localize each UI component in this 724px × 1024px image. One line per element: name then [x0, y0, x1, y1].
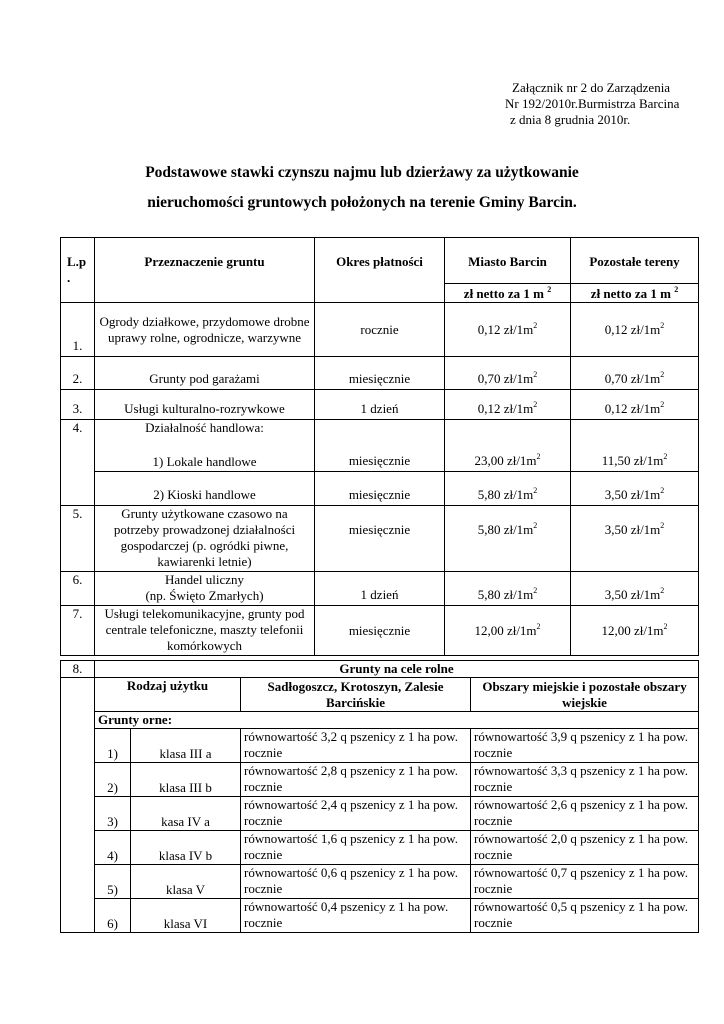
row-period: miesięcznie [315, 357, 445, 390]
header-row [61, 238, 699, 284]
title-line-2: nieruchomości gruntowych położonych na terenie Gminy Barcin. [147, 194, 577, 211]
row6-purpose-line1: Handel uliczny [164, 572, 245, 587]
table-row [61, 606, 699, 656]
row-purpose [95, 572, 315, 606]
agri-row-rate-b: równowartość 3,9 q pszenicy z 1 ha pow. rocznie [471, 729, 699, 763]
header-other: Pozostałe tereny [571, 238, 699, 284]
row-lp: 7. [61, 606, 95, 656]
header-city: Miasto Barcin [445, 238, 571, 284]
row-period: miesięcznie [315, 506, 445, 572]
agri-row-rate-a: równowartość 1,6 q pszenicy z 1 ha pow. rocznie [241, 831, 471, 865]
unit-other: zł netto za 1 m $^2$ [571, 284, 699, 303]
row-purpose: Ogrody działkowe, przydomowe drobne uprawy rolne, ogrodnicze, warzywne [95, 303, 315, 357]
table-row [61, 303, 699, 357]
agri-row-rate-a: równowartość 2,4 q pszenicy z 1 ha pow. rocznie [241, 797, 471, 831]
row-city-rate: 0,12 $zł/1m^2$ [445, 303, 571, 357]
agri-row-rate-b: równowartość 3,3 q pszenicy z 1 ha pow. rocznie [471, 763, 699, 797]
row4-heading: Działalność handlowa: [145, 420, 264, 435]
row-period: 1 dzień [315, 572, 445, 606]
table-row [61, 420, 699, 472]
agri-lp: 8. [61, 661, 95, 678]
row6-purpose-line2: (np. Święto Zmarłych) [145, 588, 264, 603]
row-purpose: Usługi telekomunikacyjne, grunty pod centrale telefoniczne, maszty telefonii komórkowych [95, 606, 315, 656]
row4-sub1-purpose: 1) Lokale handlowe [152, 454, 257, 469]
row-period: miesięcznie [315, 420, 445, 472]
table-row [61, 899, 699, 933]
attachment-header [498, 80, 698, 128]
row-period: rocznie [315, 303, 445, 357]
agri-row-rate-b: równowartość 0,5 q pszenicy z 1 ha pow. rocznie [471, 899, 699, 933]
row-purpose [95, 420, 315, 472]
row-lp: 5. [61, 506, 95, 572]
agri-row-no: 6) [95, 899, 131, 933]
title-line-1: Podstawowe stawki czynszu najmu lub dzierżawy za użytkowanie [145, 164, 579, 181]
row-city-rate: 0,12 $zł/1m^2$ [445, 390, 571, 420]
agri-row-rate-b: równowartość 0,7 q pszenicy z 1 ha pow. rocznie [471, 865, 699, 899]
agri-row-class: klasa III a [131, 729, 241, 763]
table-row [61, 763, 699, 797]
row-purpose: 2) Kioski handlowe [95, 472, 315, 506]
agri-col-b: Obszary miejskie i pozostałe obszary wiejskie [471, 678, 699, 712]
agri-header-row [61, 678, 699, 712]
agri-row-class: kasa IV a [131, 797, 241, 831]
agri-row-rate-a: równowartość 3,2 q pszenicy z 1 ha pow. rocznie [241, 729, 471, 763]
row-other-rate: 0,12 $zł/1m^2$ [571, 303, 699, 357]
table-row [61, 865, 699, 899]
table-row [61, 831, 699, 865]
header-lp: L.p . [61, 238, 95, 303]
attachment-line-3: z dnia 8 grudnia 2010r. [510, 112, 631, 127]
row-city-rate: 23,00 $zł/1m^2$ [445, 420, 571, 472]
agri-title-row [61, 661, 699, 678]
row-other-rate: 11,50 $zł/1m^2$ [571, 420, 699, 472]
agri-section: Grunty orne: [95, 712, 699, 729]
row-other-rate: 0,12 $zł/1m^2$ [571, 390, 699, 420]
rates-table [60, 237, 699, 656]
document-title [60, 158, 664, 218]
row-lp: 1. [61, 303, 95, 357]
row-purpose: Usługi kulturalno-rozrywkowe [95, 390, 315, 420]
agri-row-rate-a: równowartość 0,4 pszenicy z 1 ha pow. rocznie [241, 899, 471, 933]
agri-row-rate-b: równowartość 2,6 q pszenicy z 1 ha pow. rocznie [471, 797, 699, 831]
agricultural-table [60, 660, 699, 933]
table-row [61, 472, 699, 506]
agri-col-type: Rodzaj użytku [95, 678, 241, 712]
row-other-rate: 3,50 $zł/1m^2$ [571, 572, 699, 606]
row-purpose: Grunty użytkowane czasowo na potrzeby prowadzonej działalności gospodarczej (p. ogródki piwne, kawiarenki letnie) [95, 506, 315, 572]
unit-city: zł netto za 1 m $^2$ [445, 284, 571, 303]
row-other-rate: 0,70 $zł/1m^2$ [571, 357, 699, 390]
row-lp: 3. [61, 390, 95, 420]
row-city-rate: 5,80 $zł/1m^2$ [445, 572, 571, 606]
row-city-rate: 12,00 $zł/1m^2$ [445, 606, 571, 656]
agri-row-class: klasa III b [131, 763, 241, 797]
table-row [61, 390, 699, 420]
agri-lp-spacer [61, 678, 95, 933]
agri-row-class: klasa IV b [131, 831, 241, 865]
agri-row-rate-a: równowartość 2,8 q pszenicy z 1 ha pow. rocznie [241, 763, 471, 797]
row-city-rate: 0,70 $zł/1m^2$ [445, 357, 571, 390]
agri-row-no: 3) [95, 797, 131, 831]
table-row [61, 797, 699, 831]
row-purpose: Grunty pod garażami [95, 357, 315, 390]
agri-section-row [61, 712, 699, 729]
row-lp: 4. [61, 420, 95, 506]
agri-title: Grunty na cele rolne [95, 661, 699, 678]
row-period: miesięcznie [315, 472, 445, 506]
agri-row-no: 4) [95, 831, 131, 865]
header-period: Okres płatności [315, 238, 445, 303]
agri-row-no: 1) [95, 729, 131, 763]
table-row [61, 506, 699, 572]
table-row [61, 572, 699, 606]
agri-row-no: 5) [95, 865, 131, 899]
header-purpose: Przeznaczenie gruntu [95, 238, 315, 303]
row-city-rate: 5,80 $zł/1m^2$ [445, 506, 571, 572]
table-row [61, 357, 699, 390]
agri-col-a: Sadłogoszcz, Krotoszyn, Zalesie Barcińskie [241, 678, 471, 712]
table-row [61, 729, 699, 763]
agri-row-class: klasa V [131, 865, 241, 899]
agri-row-rate-a: równowartość 0,6 q pszenicy z 1 ha pow. rocznie [241, 865, 471, 899]
agri-row-class: klasa VI [131, 899, 241, 933]
row-other-rate: 3,50 $zł/1m^2$ [571, 506, 699, 572]
row-period: miesięcznie [315, 606, 445, 656]
row-other-rate: 12,00 $zł/1m^2$ [571, 606, 699, 656]
row-other-rate: 3,50 $zł/1m^2$ [571, 472, 699, 506]
row-lp: 2. [61, 357, 95, 390]
row-lp: 6. [61, 572, 95, 606]
row-city-rate: 5,80 $zł/1m^2$ [445, 472, 571, 506]
agri-row-no: 2) [95, 763, 131, 797]
attachment-line-1: Załącznik nr 2 do Zarządzenia [512, 80, 671, 95]
agri-row-rate-b: równowartość 2,0 q pszenicy z 1 ha pow. rocznie [471, 831, 699, 865]
attachment-line-2: Nr 192/2010r.Burmistrza Barcina [505, 96, 680, 111]
row-period: 1 dzień [315, 390, 445, 420]
